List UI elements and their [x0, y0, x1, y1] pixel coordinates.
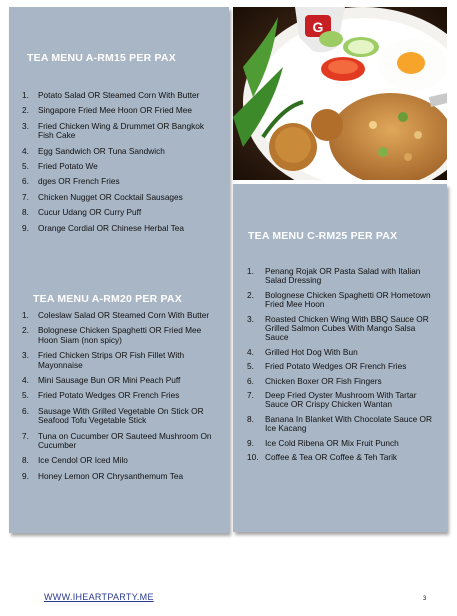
website-link[interactable]: WWW.IHEARTPARTY.ME: [44, 592, 154, 602]
list-item: 5. Fried Potato Wedges OR French Fries: [247, 361, 407, 372]
food-photo: [233, 7, 447, 180]
list-item: 2. Bolognese Chicken Spaghetti OR Hometown Fried Mee Hoon: [247, 289, 431, 310]
list-item: 10. Coffee & Tea OR Coffee & Teh Tarik: [247, 452, 398, 463]
list-item: 1. Potato Salad OR Steamed Corn With Butter: [22, 90, 200, 100]
list-item: 1. Coleslaw Salad OR Steamed Corn With Butter: [22, 310, 210, 320]
list-item: 1. Penang Rojak OR Pasta Salad with Italian Salad Dressing: [247, 266, 421, 286]
list-item: 2. Bolognese Chicken Spaghetti OR Fried Mee Hoon Siam (non spicy): [22, 325, 202, 345]
list-item: 3. Fried Chicken Wing & Drummet OR Bangkok Fish Cake: [22, 120, 204, 141]
list-item: 9. Honey Lemon OR Chrysanthemum Tea: [22, 470, 184, 481]
list-item: 8. Ice Cendol OR Iced Milo: [22, 455, 128, 466]
list-item: 8. Cucur Udang OR Curry Puff: [22, 207, 142, 218]
menu-a-rm20-title: TEA MENU A-RM20 PER PAX: [33, 293, 182, 305]
list-item: 9. Ice Cold Ribena OR Mix Fruit Punch: [247, 437, 399, 448]
list-item: 6. dges OR French Fries: [22, 176, 120, 187]
menu-a-rm15-list: [20, 91, 216, 233]
list-item: 8. Banana In Blanket With Chocolate Sauce OR Ice Kacang: [247, 413, 432, 434]
cup-logo-text: G: [312, 19, 324, 35]
list-item: 7. Tuna on Cucumber OR Sauteed Mushroom On Cucumber: [22, 430, 212, 451]
list-item: 4. Egg Sandwich OR Tuna Sandwich: [22, 145, 165, 156]
list-item: 7. Chicken Nugget OR Cocktail Sausages: [22, 191, 183, 202]
page-number: 3: [423, 596, 427, 602]
list-item: 4. Mini Sausage Bun OR Mini Peach Puff: [22, 375, 181, 386]
list-item: 3. Roasted Chicken Wing With BBQ Sauce OR Grilled Salmon Cubes With Mango Salsa Sauce: [247, 313, 429, 343]
list-item: 6. Chicken Boxer OR Fish Fingers: [247, 375, 382, 386]
menu-c-rm25-title: TEA MENU C-RM25 PER PAX: [248, 230, 398, 242]
list-item: 6. Sausage With Grilled Vegetable On Stick OR Seafood Tofu Vegetable Stick: [22, 405, 204, 426]
list-item: 7. Deep Fried Oyster Mushroom With Tartar Sauce OR Crispy Chicken Wantan: [247, 390, 417, 410]
list-item: 9. Orange Cordial OR Chinese Herbal Tea: [22, 222, 185, 233]
menu-c-rm25-list: [247, 267, 441, 463]
list-item: 5. Fried Potato Wedges OR French Fries: [22, 390, 180, 401]
list-item: 5. Fried Potato We: [22, 161, 98, 172]
menu-a-rm20-list: [20, 311, 216, 481]
menu-a-rm15-title: TEA MENU A-RM15 PER PAX: [27, 52, 176, 64]
list-item: 4. Grilled Hot Dog With Bun: [247, 346, 358, 357]
list-item: 3. Fried Chicken Strips OR Fish Fillet With Mayonnaise: [22, 350, 185, 370]
list-item: 2. Singapore Fried Mee Hoon OR Fried Mee: [22, 105, 193, 116]
food-photo-illustration: [233, 7, 447, 180]
